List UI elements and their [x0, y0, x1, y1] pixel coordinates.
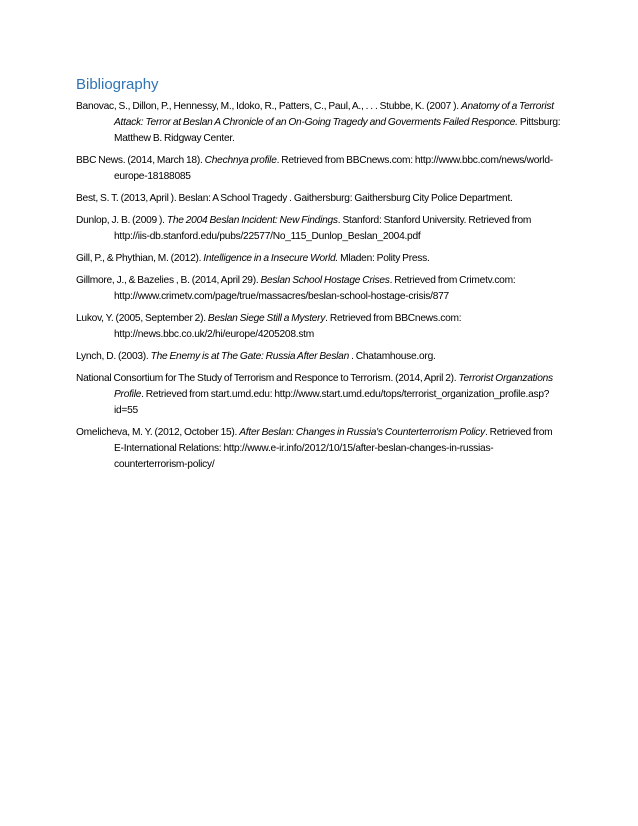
bibliography-entry: [76, 191, 564, 207]
entry-authors-date: Gillmore, J., & Bazelies , B. (2014, April 29).: [76, 275, 261, 286]
entry-authors-date: Lukov, Y. (2005, September 2).: [76, 313, 208, 324]
entry-authors-date: Dunlop, J. B. (2009 ).: [76, 215, 167, 226]
entry-authors-date: Lynch, D. (2003).: [76, 351, 151, 362]
entry-source: Pittsburg: Matthew B. Ridgway Center.: [114, 117, 561, 144]
entry-title: Chechnya profile: [204, 155, 277, 166]
entry-title: The 2004 Beslan Incident: New Findings: [166, 215, 338, 226]
entry-authors-date: Gill, P., & Phythian, M. (2012).: [76, 253, 204, 264]
entry-source: Mladen: Polity Press.: [338, 253, 430, 264]
entry-title: Beslan Siege Still a Mystery: [207, 313, 326, 324]
entry-source: . Retrieved from E-International Relations: http://www.e-ir.info/2012/10/15/after-beslan-changes-in-russias-counterterrorism-policy/: [114, 427, 553, 470]
entry-source: . Stanford: Stanford University. Retrieved from http://iis-db.stanford.edu/pubs/22577/No_115_Dunlop_Beslan_2004.pdf: [114, 215, 532, 242]
entry-title: Anatomy of a Terrorist Attack: Terror at Beslan A Chronicle of an On-Going Tragedy and Goverments Failed Responce.: [114, 101, 554, 128]
entry-title: The Enemy is at The Gate: Russia After Beslan: [150, 351, 350, 362]
bibliography-entry: [76, 349, 564, 365]
bibliography-entry: [76, 213, 564, 245]
entry-authors-date: Best, S. T. (2013, April ). Beslan: A School Tragedy . Gaithersburg: Gaithersburg City Police Department.: [76, 193, 513, 204]
bibliography-entry: [76, 251, 564, 267]
entry-source: . Retrieved from BBCnews.com: http://www.bbc.com/news/world-europe-18188085: [114, 155, 553, 182]
bibliography-heading: Bibliography: [76, 76, 159, 93]
entry-source: . Retrieved from BBCnews.com: http://news.bbc.co.uk/2/hi/europe/4205208.stm: [114, 313, 462, 340]
entry-authors-date: National Consortium for The Study of Terrorism and Responce to Terrorism. (2014, April 2).: [76, 373, 459, 384]
bibliography-entry: [76, 99, 564, 147]
entry-source: . Chatamhouse.org.: [349, 351, 436, 362]
entry-title: Intelligence in a Insecure World.: [203, 253, 339, 264]
entry-authors-date: Omelicheva, M. Y. (2012, October 15).: [76, 427, 240, 438]
entry-title: Beslan School Hostage Crises: [260, 275, 390, 286]
bibliography-entry: [76, 311, 564, 343]
bibliography-entry: [76, 153, 564, 185]
entry-title: After Beslan: Changes in Russia's Counterterrorism Policy: [239, 427, 485, 438]
bibliography-entry: [76, 273, 564, 305]
bibliography-entry: [76, 425, 564, 473]
entry-authors-date: BBC News. (2014, March 18).: [76, 155, 205, 166]
entry-authors-date: Banovac, S., Dillon, P., Hennessy, M., Idoko, R., Patters, C., Paul, A., . . . Stubbe, K. (2007 ).: [76, 101, 461, 112]
bibliography-entry: [76, 371, 564, 419]
entry-source: . Retrieved from start.umd.edu: http://www.start.umd.edu/tops/terrorist_organization_profile.asp?id=55: [114, 389, 550, 416]
entry-title: Terrorist Organzations Profile: [114, 373, 553, 400]
document-page: [76, 76, 564, 479]
entry-source: . Retrieved from Crimetv.com: http://www.crimetv.com/page/true/massacres/beslan-school-hostage-crisis/877: [114, 275, 516, 302]
